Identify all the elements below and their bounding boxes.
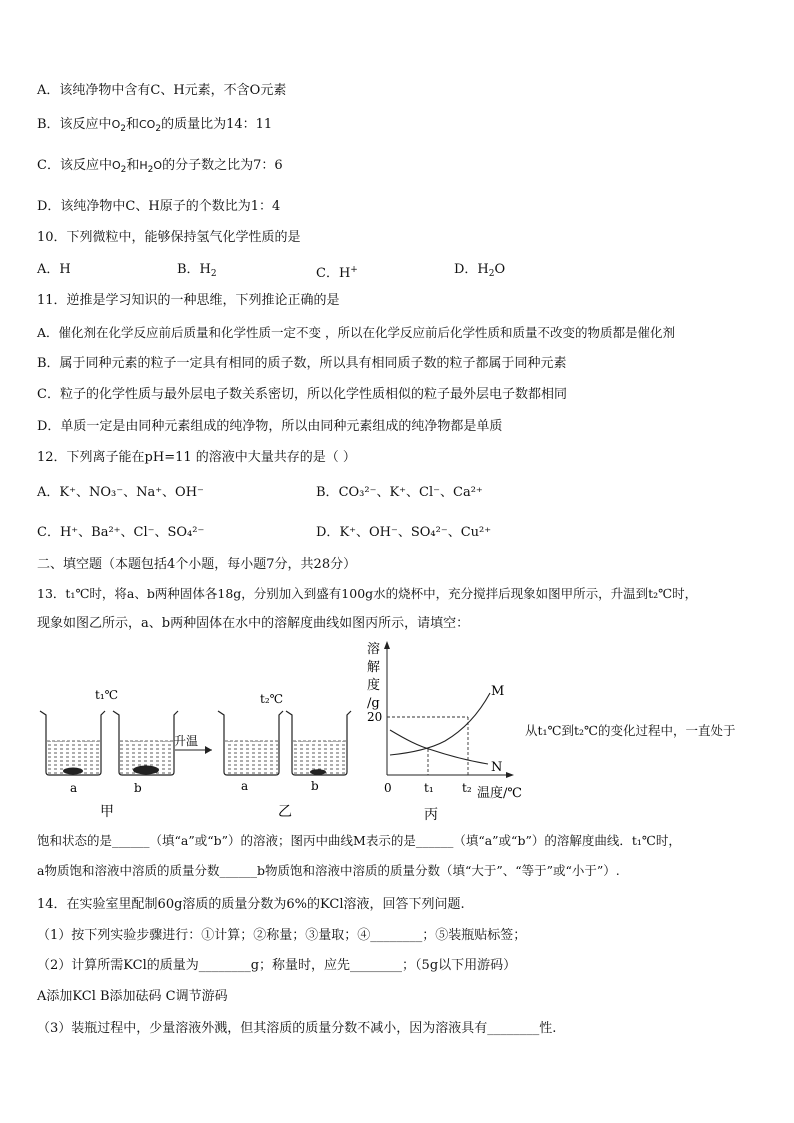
q12-c-ions: H⁺、Ba²⁺、Cl⁻、SO₄²⁻ bbox=[59, 525, 205, 540]
q9-c-and: 和 bbox=[126, 158, 140, 173]
q14-part-1: （1）按下列实验步骤进行：①计算；②称量；③量取；④________；⑤装瓶贴标签； bbox=[37, 928, 527, 943]
x-axis-label: 温度/℃ bbox=[477, 786, 522, 801]
q13-line-3: 饱和状态的是______（填“a”或“b”）的溶液；图丙中曲线M表示的是______（填“a”或“b”）的溶解度曲线．t₁℃时， bbox=[37, 833, 681, 848]
x-tick-t1: t₁ bbox=[424, 781, 434, 795]
beaker-a-t1 bbox=[40, 711, 105, 775]
q9-c-o2: $O_2$ bbox=[111, 159, 127, 175]
q10-option-d: D．$H_2O$ bbox=[454, 262, 506, 279]
q11-option-d: D．单质一定是由同种元素组成的纯净物，所以由同种元素组成的纯净物都是单质 bbox=[37, 419, 503, 434]
beaker-b2-label: b bbox=[311, 779, 319, 793]
caption-bing: 丙 bbox=[424, 807, 438, 823]
beaker-a2-label: a bbox=[241, 779, 249, 793]
q9-option-d: D．该纯净物中C、H原子的个数比为1：4 bbox=[37, 199, 281, 214]
caption-jia: 甲 bbox=[100, 804, 114, 820]
q9-c-h2o: $H_2O$ bbox=[139, 159, 163, 175]
t1-label: t₁℃ bbox=[95, 688, 119, 702]
q12-option-b: B．CO₃²⁻、K⁺、Cl⁻、Ca²⁺ bbox=[316, 485, 483, 500]
q9-b-co2: $CO_2$ bbox=[138, 118, 162, 134]
x-tick-t2: t₂ bbox=[462, 781, 472, 795]
q10-stem: 10．下列微粒中，能够保持氢气化学性质的是 bbox=[37, 230, 301, 245]
q9-b-and: 和 bbox=[125, 117, 139, 132]
q14-part-2: （2）计算所需KCl的质量为________g；称量时，应先________；（5g以下用游码） bbox=[37, 958, 517, 973]
q9-c-pre: C．该反应中 bbox=[37, 158, 112, 173]
q12-a-ions: K⁺、NO₃⁻、Na⁺、OH⁻ bbox=[59, 485, 204, 500]
q9-option-a: A．该纯净物中含有C、H元素，不含O元素 bbox=[37, 83, 287, 98]
curve-m-label: M bbox=[491, 684, 505, 699]
curve-n-label: N bbox=[491, 760, 503, 775]
q12-d-ions: K⁺、OH⁻、SO₄²⁻、Cu²⁺ bbox=[339, 525, 492, 540]
solubility-chart bbox=[367, 641, 522, 823]
q14-options: A添加KCl B添加砝码 C调节游码 bbox=[37, 989, 228, 1004]
y-axis-char-4: /g bbox=[367, 696, 380, 711]
curve-n bbox=[390, 730, 488, 764]
q9-option-c bbox=[37, 157, 283, 179]
q9-b-pre: B．该反应中 bbox=[37, 117, 112, 132]
q12-stem: 12．下列离子能在pH=11 的溶液中大量共存的是（ ） bbox=[37, 450, 356, 465]
q9-b-post: 的质量比为14：11 bbox=[161, 117, 273, 132]
q12-option-a: A．K⁺、NO₃⁻、Na⁺、OH⁻ bbox=[37, 485, 204, 500]
q12-option-c: C．H⁺、Ba²⁺、Cl⁻、SO₄²⁻ bbox=[37, 525, 205, 540]
beaker-b1-label: b bbox=[134, 781, 142, 795]
q14-stem: 14．在实验室里配制60g溶质的质量分数为6%的KCl溶液，回答下列问题. bbox=[37, 897, 465, 912]
q14-part-3: （3）装瓶过程中，少量溶液外溅，但其溶质的质量分数不减小，因为溶液具有________性. bbox=[37, 1021, 557, 1036]
q11-option-b: B．属于同种元素的粒子一定具有相同的质子数，所以具有相同质子数的粒子都属于同种元素 bbox=[37, 356, 567, 371]
arrow-label: 升温 bbox=[174, 734, 199, 748]
q10-option-a: A．H bbox=[37, 262, 71, 277]
y-axis-char-2: 解 bbox=[367, 660, 381, 675]
beaker-a1-label: a bbox=[70, 781, 78, 795]
q13-line-1: 13．t₁℃时，将a、b两种固体各18g，分别加入到盛有100g水的烧杯中，充分搅拌后现象如图甲所示，升温到t₂℃时， bbox=[37, 586, 698, 601]
q11-option-a: A．催化剂在化学反应前后质量和化学性质一定不变 ，所以在化学反应前后化学性质和质量不改变的物质都是催化剂 bbox=[37, 325, 676, 340]
beaker-b-t2 bbox=[286, 711, 351, 775]
q12-b-ions: CO₃²⁻、K⁺、Cl⁻、Ca²⁺ bbox=[338, 485, 483, 500]
section-heading: 二、填空题（本题包括4个小题，每小题7分，共28分） bbox=[37, 557, 357, 572]
beaker-b-t1 bbox=[113, 711, 178, 775]
t2-label: t₂℃ bbox=[260, 692, 284, 706]
q9-b-o2: $O_2$ bbox=[111, 118, 126, 134]
q13-line-4: a物质饱和溶液中溶质的质量分数______b物质饱和溶液中溶质的质量分数（填“大于”、“等于”或“小于”）. bbox=[37, 863, 620, 878]
q11-option-c: C．粒子的化学性质与最外层电子数关系密切，所以化学性质相似的粒子最外层电子数都相同 bbox=[37, 387, 567, 402]
curve-m bbox=[390, 693, 490, 755]
beaker-a-t2 bbox=[218, 711, 283, 775]
q9-c-post: 的分子数之比为7：6 bbox=[162, 158, 283, 173]
caption-yi: 乙 bbox=[278, 804, 292, 820]
q12-option-d: D．K⁺、OH⁻、SO₄²⁻、Cu²⁺ bbox=[316, 525, 492, 540]
q13-side-text: 从t₁℃到t₂℃的变化过程中，一直处于 bbox=[525, 723, 736, 738]
q10-option-b: B．$H_2$ bbox=[177, 262, 217, 279]
q13-line-2: 现象如图乙所示，a、b两种固体在水中的溶解度曲线如图丙所示，请填空： bbox=[37, 616, 470, 631]
y-axis-char-1: 溶 bbox=[367, 642, 381, 657]
y-tick-20: 20 bbox=[367, 710, 383, 724]
y-axis-char-3: 度 bbox=[367, 678, 381, 693]
q10-option-c: C．H+ bbox=[316, 265, 358, 281]
q11-stem: 11．逆推是学习知识的一种思维，下列推论正确的是 bbox=[37, 293, 340, 308]
x-origin: 0 bbox=[384, 781, 392, 795]
q9-option-b bbox=[37, 116, 272, 138]
